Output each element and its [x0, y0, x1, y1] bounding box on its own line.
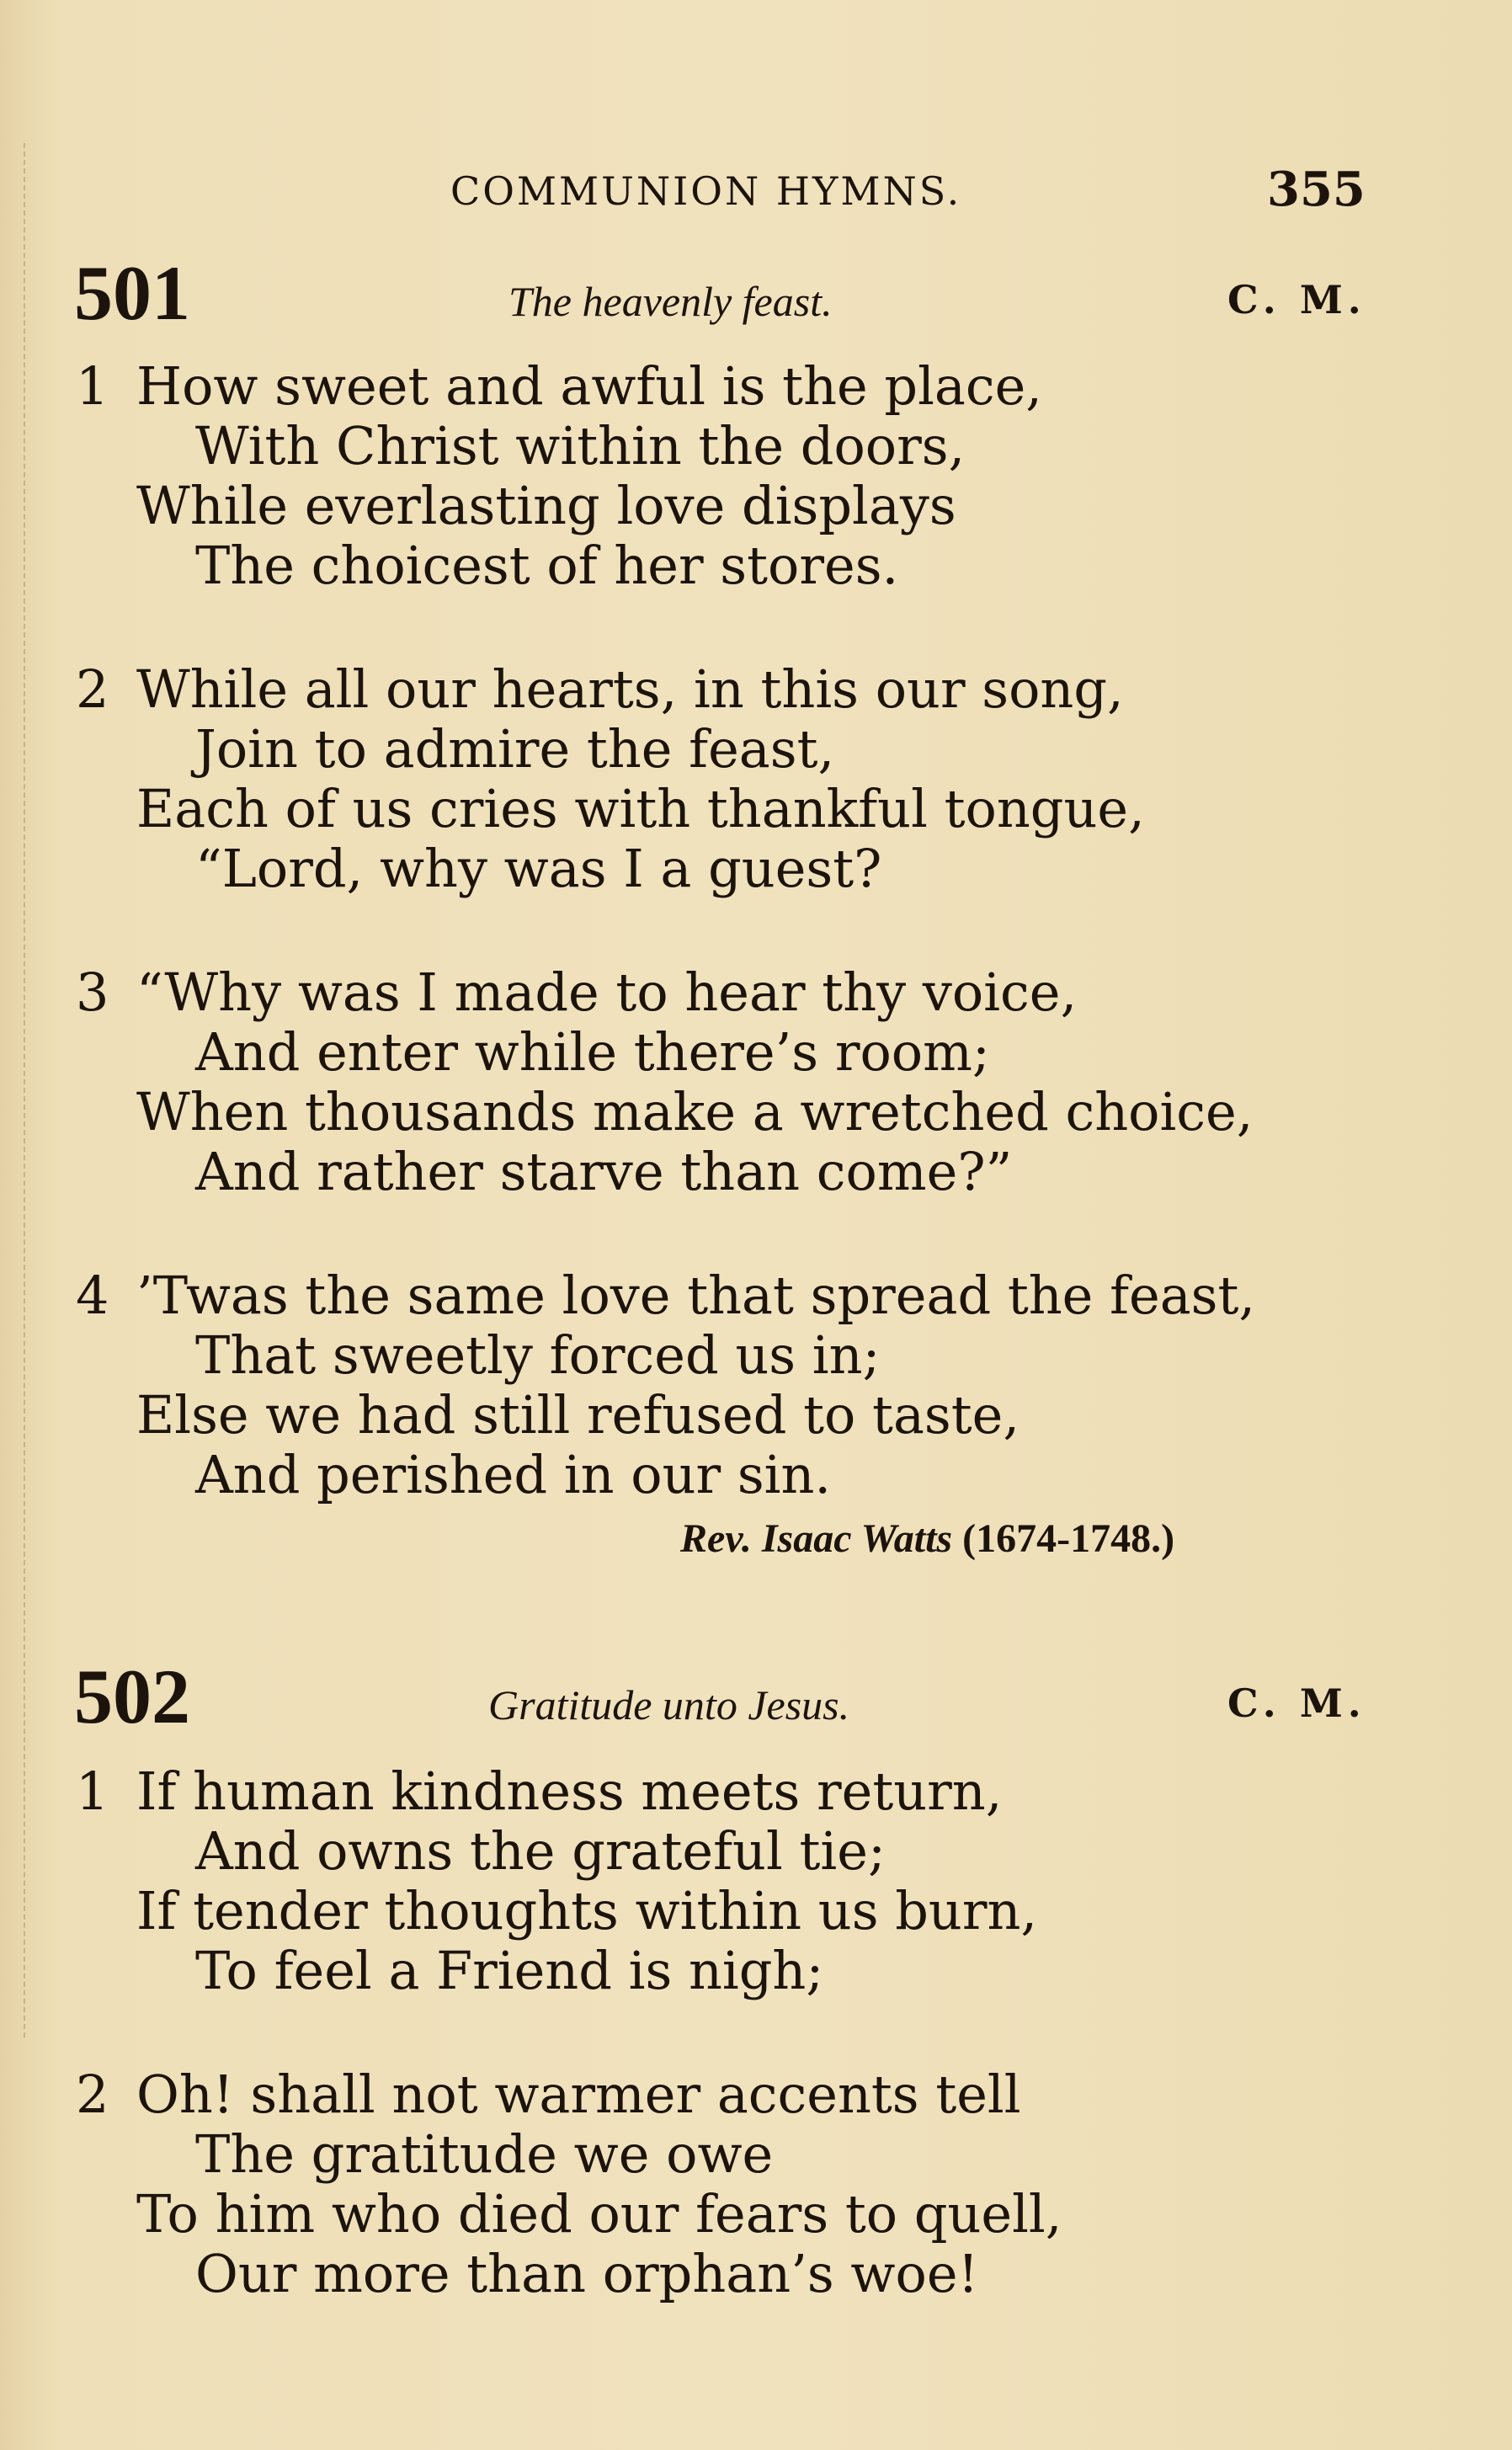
stanza-501-2	[0, 659, 1512, 898]
verse-number: 3	[76, 961, 109, 1023]
hymn-meter: C. M.	[1227, 1680, 1366, 1726]
hymn-subtitle: The heavenly feast.	[508, 278, 833, 325]
hymn-line: Our more than orphan’s woe!	[195, 2243, 979, 2304]
hymn-line: “Lord, why was I a guest?	[195, 838, 882, 899]
hymn-line: If tender thoughts within us burn,	[136, 1880, 1038, 1941]
hymn-line: Each of us cries with thankful tongue,	[136, 778, 1145, 839]
verse-number: 1	[76, 355, 109, 417]
hymn-line: Oh! shall not warmer accents tell	[136, 2064, 1021, 2125]
stanza-501-4	[0, 1265, 1512, 1505]
hymn-line: And enter while there’s room;	[195, 1021, 990, 1083]
hymn-number: 501	[74, 250, 190, 336]
author-attribution	[680, 1515, 1174, 1562]
verse-number: 1	[76, 1760, 109, 1822]
hymn-line: When thousands make a wretched choice,	[136, 1081, 1254, 1142]
hymn-line: And rather starve than come?”	[195, 1141, 1013, 1202]
page-header	[0, 162, 1512, 219]
hymn-line: While all our hearts, in this our song,	[136, 658, 1124, 720]
hymn-line: The choicest of her stores.	[195, 535, 899, 596]
hymn-line: If human kindness meets return,	[136, 1760, 1003, 1822]
hymn-line: Else we had still refused to taste,	[136, 1384, 1020, 1446]
hymn-line: And owns the grateful tie;	[195, 1820, 886, 1882]
running-title: COMMUNION HYMNS.	[450, 168, 962, 214]
verse-number: 2	[76, 658, 109, 720]
hymn-subtitle: Gratitude unto Jesus.	[488, 1681, 850, 1728]
hymn-number: 502	[74, 1654, 190, 1739]
page-number: 355	[1267, 162, 1366, 217]
author-name: Rev. Isaac Watts	[680, 1516, 953, 1561]
hymn-line: Join to admire the feast,	[195, 718, 835, 780]
hymn-line: And perished in our sin.	[195, 1444, 832, 1505]
hymn-502-heading	[0, 1652, 1512, 1744]
hymn-line: How sweet and awful is the place,	[136, 355, 1043, 417]
hymn-line: The gratitude we owe	[195, 2123, 774, 2185]
hymn-line: To feel a Friend is nigh;	[195, 1940, 824, 2001]
hymn-line: That sweetly forced us in;	[195, 1324, 881, 1386]
hymn-line: While everlasting love displays	[136, 475, 956, 536]
verse-number: 2	[76, 2064, 109, 2125]
stanza-501-1	[0, 356, 1512, 595]
verse-number: 4	[76, 1265, 109, 1326]
hymn-501-heading	[0, 248, 1512, 341]
hymn-line: With Christ within the doors,	[195, 415, 966, 477]
stanza-502-2	[0, 2064, 1512, 2304]
hymn-line: ’Twas the same love that spread the feast,	[136, 1265, 1256, 1326]
stanza-502-1	[0, 1761, 1512, 2000]
author-dates: (1674-1748.)	[962, 1516, 1175, 1561]
hymn-line: “Why was I made to hear thy voice,	[136, 961, 1078, 1023]
hymn-meter: C. M.	[1227, 277, 1366, 322]
stanza-501-3	[0, 962, 1512, 1201]
hymn-line: To him who died our fears to quell,	[136, 2183, 1062, 2245]
